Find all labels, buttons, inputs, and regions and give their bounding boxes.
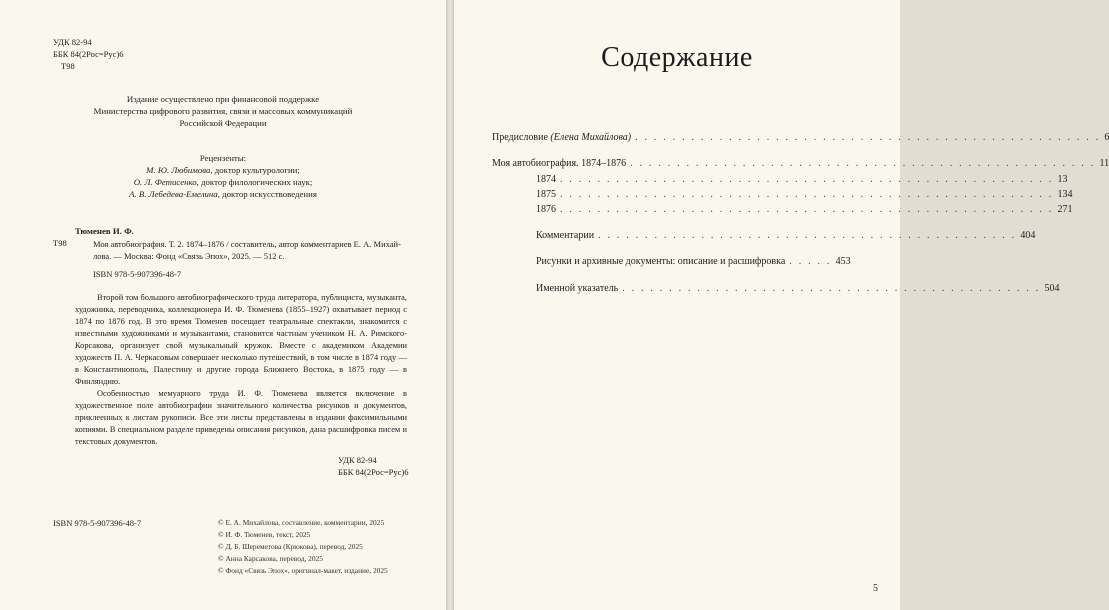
isbn: ISBN 978-5-907396-48-7 (93, 269, 182, 279)
toc-entry-1875[interactable] (536, 188, 1073, 202)
copyright-line: © И. Ф. Тюменев, текст, 2025 (218, 530, 311, 539)
toc-leader-dots: . . . . . . . . . . . . . . . . . . . . . . . . . . . . . . . . . . . . . . . . . . . . . (598, 230, 1017, 241)
toc-entry-comments[interactable] (536, 229, 1036, 243)
classification-codes (53, 36, 124, 72)
toc-page-number: 404 (1020, 230, 1036, 241)
udk-code: УДК 82-94 (53, 37, 92, 47)
toc-page-number: 504 (1044, 283, 1060, 294)
toc-label: Предисловие (Елена Михайлова) (492, 132, 632, 143)
toc-leader-dots: . . . . . . . . . . . . . . . . . . . . . . . . . . . . . . . . . . . . . . . . . . . . . . . . . . (635, 132, 1101, 143)
reviewer: О. Л. Фетисенко, доктор филологических наук; (133, 177, 313, 187)
toc-page-number: 13 (1057, 174, 1068, 185)
copyright-block (218, 517, 388, 577)
annotation-paragraph: Второй том большого автобиографического труда литератора, публициста, музыканта, художника, переводчика, коллекционера И. Ф. Тюменева (1855–1927) охватывает период с 1874 по 1876 год. В это время Тюменев посещает театральные спектакли, знакомится с известными художниками и музыкантами, становится частным учеником Н. А. Римского-Корсакова, организует свой музыкальный кружок. Вместе с академиком Академии художеств П. А. Черкасовым совершает несколько путешествий, в том числе в 1874 году — в Константинополь, Палестину и другие города Ближнего Востока, в 1875 году — в Финляндию. (75, 293, 407, 386)
toc-entry-1874[interactable] (536, 173, 1068, 187)
bbk-code: ББК 84(2Рос=Рус)6 (338, 467, 409, 477)
toc-entry-drawings[interactable] (536, 255, 851, 269)
isbn-bottom: ISBN 978-5-907396-48-7 (53, 518, 142, 528)
toc-leader-dots: . . . . . . . . . . . . . . . . . . . . . . . . . . . . . . . . . . . . . . . . . . . . . . . . . . . . . (560, 189, 1054, 200)
toc-page-number: 6 (1104, 132, 1109, 143)
toc-page-number: 134 (1057, 189, 1073, 200)
funding-line: Министерства цифрового развития, связи и массовых коммуникаций (93, 106, 353, 116)
bib-line: лова. — Москва: Фонд «Связь Эпох», 2025. — 512 с. (93, 251, 285, 261)
left-page (0, 0, 446, 610)
funding-line: Российской Федерации (179, 118, 267, 128)
page-number: 5 (873, 583, 878, 594)
toc-page-number: 453 (835, 256, 851, 267)
udk-code: УДК 82-94 (338, 455, 377, 465)
toc-label: 1875 (536, 189, 556, 200)
reviewer: М. Ю. Любимова, доктор культурологии; (146, 165, 300, 175)
toc-label: Моя автобиография. 1874–1876 (492, 158, 627, 169)
toc-page-number: 11 (1099, 158, 1109, 169)
toc-label: Именной указатель (536, 283, 619, 294)
toc-label: 1874 (536, 174, 556, 185)
author-code-mark: Т98 (53, 238, 67, 248)
funding-note (0, 93, 446, 129)
toc-entry-1876[interactable] (536, 203, 1073, 217)
author-heading: Тюменев И. Ф. (75, 226, 134, 236)
toc-leader-dots: . . . . . . . . . . . . . . . . . . . . . . . . . . . . . . . . . . . . . . . . . . . . . . . . . . . . . (560, 174, 1054, 185)
toc-label: 1876 (536, 204, 556, 215)
book-gutter (446, 0, 454, 610)
annotation (75, 292, 407, 448)
bib-line: Моя автобиография. Т. 2. 1874–1876 / составитель, автор комментариев Е. А. Михай- (93, 239, 401, 249)
toc-label-author: (Елена Михайлова) (550, 132, 632, 143)
toc-page-number: 271 (1057, 204, 1073, 215)
toc-label: Рисунки и архивные документы: описание и расшифровка (536, 256, 786, 267)
annotation-paragraph: Особенностью мемуарного труда И. Ф. Тюменева является включение в художественное поле автобиографии значительного количества рисунков и документов, приклеенных к листам рукописи. Все эти листы представлены в издании факсимильными копиями. В специальном разделе приведены описания рисунков, дана расшифровка писем и текстовых документов. (75, 389, 407, 446)
reviewers-heading: Рецензенты: (199, 153, 247, 163)
copyright-line: © Е. А. Михайлова, составление, комментарии, 2025 (218, 518, 385, 527)
toc-entry-preface[interactable] (492, 131, 1109, 145)
toc-entry-index[interactable] (536, 282, 1060, 296)
toc-leader-dots: . . . . . . . . . . . . . . . . . . . . . . . . . . . . . . . . . . . . . . . . . . . . . . . . . . . . . (560, 204, 1054, 215)
copyright-line: © Фонд «Связь Эпох», оригинал-макет, издание, 2025 (218, 566, 388, 575)
reviewer: А. В. Лебедева-Емелина, доктор искусствоведения (129, 189, 317, 199)
toc-leader-dots: . . . . . . . . . . . . . . . . . . . . . . . . . . . . . . . . . . . . . . . . . . . . . (622, 283, 1041, 294)
reviewers-block (0, 152, 446, 200)
toc-entry-autobiography[interactable] (492, 157, 1109, 171)
funding-line: Издание осуществлено при финансовой поддержке (126, 94, 320, 104)
author-mark: Т98 (61, 61, 75, 71)
toc-leader-dots: . . . . . (789, 256, 832, 267)
copyright-line: © Анна Карсакова, перевод, 2025 (218, 554, 323, 563)
bbk-code: ББК 84(2Рос=Рус)6 (53, 49, 124, 59)
bibliographic-entry (93, 238, 423, 262)
toc-label: Комментарии (536, 230, 595, 241)
classification-codes-bottom (338, 454, 409, 478)
right-page (454, 0, 1109, 610)
contents-title: Содержание (601, 42, 753, 73)
toc-leader-dots: . . . . . . . . . . . . . . . . . . . . . . . . . . . . . . . . . . . . . . . . . . . . . . . . . . (630, 158, 1096, 169)
copyright-line: © Д. Б. Шереметова (Крюкова), перевод, 2025 (218, 542, 363, 551)
